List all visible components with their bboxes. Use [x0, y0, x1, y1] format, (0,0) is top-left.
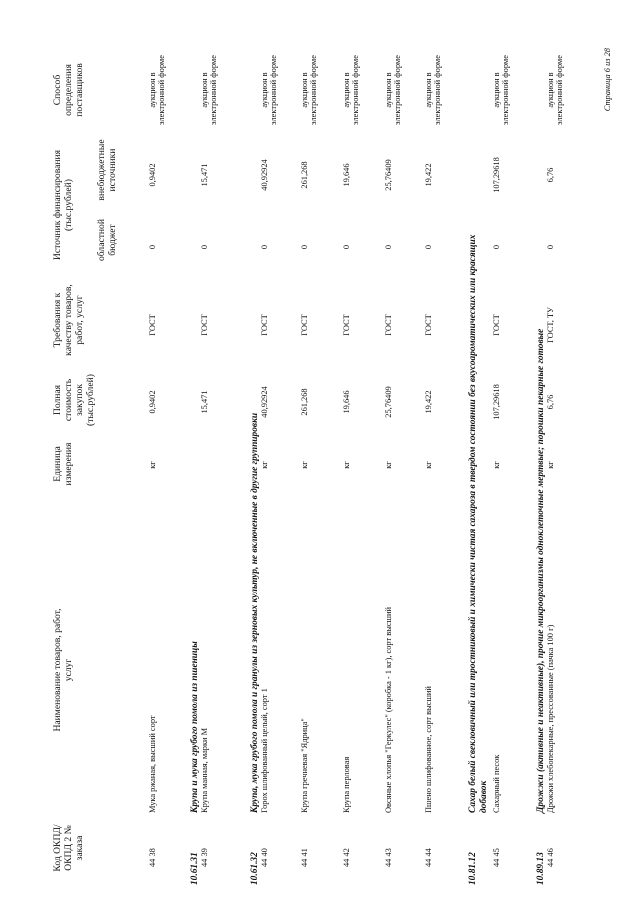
row-quality: ГОСТ — [148, 314, 157, 336]
row-method: аукцион в электронной форме — [200, 55, 219, 125]
row-extrabudget: 19,422 — [424, 163, 433, 187]
row-regional: 0 — [342, 244, 351, 250]
row-code: 44 41 — [300, 848, 309, 867]
row-cost: 19,646 — [342, 390, 351, 414]
row-regional: 0 — [546, 244, 555, 250]
row-quality: ГОСТ, ТУ — [546, 307, 555, 343]
row-name: Крупа гречневая "Ядрица" — [300, 718, 309, 813]
row-unit: кг — [424, 461, 433, 469]
header-cost: Полная стоимость закупок (тыс.рублей) — [52, 374, 97, 426]
row-cost: 0,9402 — [148, 390, 157, 414]
row-code: 44 44 — [424, 848, 433, 867]
row-regional: 0 — [492, 244, 501, 250]
row-method: аукцион в электронной форме — [384, 55, 403, 125]
row-method: аукцион в электронной форме — [148, 55, 167, 125]
row-name: Горох шлифованный целый, сорт 1 — [260, 688, 269, 813]
row-extrabudget: 6,76 — [546, 167, 555, 183]
row-quality: ГОСТ — [384, 314, 393, 336]
row-code: 44 40 — [260, 848, 269, 867]
row-method: аукцион в электронной форме — [424, 55, 443, 125]
row-code: 44 46 — [546, 848, 555, 867]
header-funding: Источник финансирования (тыс.рублей) — [52, 149, 75, 261]
row-unit: кг — [546, 461, 555, 469]
group-title: Крупа и мука грубого помола из пшеницы — [190, 641, 200, 813]
row-quality: ГОСТ — [492, 314, 501, 336]
row-regional: 0 — [384, 244, 393, 250]
row-unit: кг — [300, 461, 309, 469]
group-code: 10.61.32 — [250, 852, 260, 885]
row-regional: 0 — [424, 244, 433, 250]
group-code: 10.81.12 — [468, 852, 478, 885]
row-quality: ГОСТ — [200, 314, 209, 336]
row-quality: ГОСТ — [424, 314, 433, 336]
row-extrabudget: 25,76409 — [384, 159, 393, 191]
row-cost: 19,422 — [424, 390, 433, 414]
row-extrabudget: 40,92924 — [260, 159, 269, 191]
row-quality: ГОСТ — [342, 314, 351, 336]
row-code: 44 39 — [200, 848, 209, 867]
row-quality: ГОСТ — [300, 314, 309, 336]
row-unit: кг — [384, 461, 393, 469]
row-unit: кг — [260, 461, 269, 469]
row-cost: 25,76409 — [384, 386, 393, 418]
row-cost: 6,76 — [546, 394, 555, 410]
row-unit: кг — [148, 461, 157, 469]
header-extrabudget: внебюджетные источники — [96, 139, 119, 201]
row-code: 44 38 — [148, 848, 157, 867]
row-method: аукцион в электронной форме — [300, 55, 319, 125]
row-extrabudget: 15,471 — [200, 163, 209, 187]
group-code: 10.61.31 — [190, 852, 200, 885]
group-title: Дрожжи (активные и неактивные), прочие микроорганизмы одноклеточные мертвые; порошки пекарные готовые — [536, 328, 546, 813]
row-regional: 0 — [148, 244, 157, 250]
group-title: Крупа, мука грубого помола и гранулы из зерновых культур, не включенные в другие группировки — [250, 412, 260, 813]
row-extrabudget: 19,646 — [342, 163, 351, 187]
row-name: Крупа манная, марки М — [200, 727, 209, 813]
row-cost: 107,29618 — [492, 384, 501, 420]
row-regional: 0 — [300, 244, 309, 250]
row-name: Овсяные хлопья "Геркулес" (коробка - 1 кг), сорт высший — [384, 607, 393, 813]
page-number: Страница 6 из 28 — [603, 48, 612, 112]
group-title: Сахар белый свекловичный или тростниковый и химически чистая сахароза в твердом состоянии без вкусоароматических или красящих — [468, 234, 478, 813]
header-quality: Требования к качеству товаров, работ, услуг — [52, 284, 86, 356]
row-quality: ГОСТ — [260, 314, 269, 336]
row-code: 44 43 — [384, 848, 393, 867]
row-regional: 0 — [260, 244, 269, 250]
row-name: Мука ржаная, высший сорт — [148, 715, 157, 813]
row-regional: 0 — [200, 244, 209, 250]
header-method: Способ определения поставщиков — [52, 63, 86, 117]
row-method: аукцион в электронной форме — [492, 55, 511, 125]
row-name: Пшено шлифованное, сорт высший — [424, 686, 433, 813]
row-name: Сахарный песок — [492, 754, 501, 813]
row-code: 44 42 — [342, 848, 351, 867]
row-method: аукцион в электронной форме — [342, 55, 361, 125]
row-extrabudget: 0,9402 — [148, 163, 157, 187]
row-cost: 261,268 — [300, 388, 309, 416]
row-name: Дрожжи хлебопекарные, прессованные (пачка 100 г) — [546, 624, 555, 813]
row-extrabudget: 107,29618 — [492, 157, 501, 193]
row-method: аукцион в электронной форме — [546, 55, 565, 125]
row-unit: кг — [492, 461, 501, 469]
header-name: Наименование товаров, работ, услуг — [52, 608, 75, 732]
row-cost: 40,92924 — [260, 386, 269, 418]
row-name: Крупа перловая — [342, 756, 351, 813]
group-title-line2: добавок — [479, 780, 489, 813]
row-unit: кг — [342, 461, 351, 469]
header-unit: Единица измерения — [52, 442, 75, 486]
row-extrabudget: 261,268 — [300, 161, 309, 189]
row-method: аукцион в электронной форме — [260, 55, 279, 125]
header-code: Код ОКПД/ ОКПД 2 № заказа — [52, 824, 86, 872]
header-regional: областной бюджет — [96, 219, 119, 262]
row-code: 44 45 — [492, 848, 501, 867]
group-code: 10.89.13 — [536, 852, 546, 885]
row-cost: 15,471 — [200, 390, 209, 414]
